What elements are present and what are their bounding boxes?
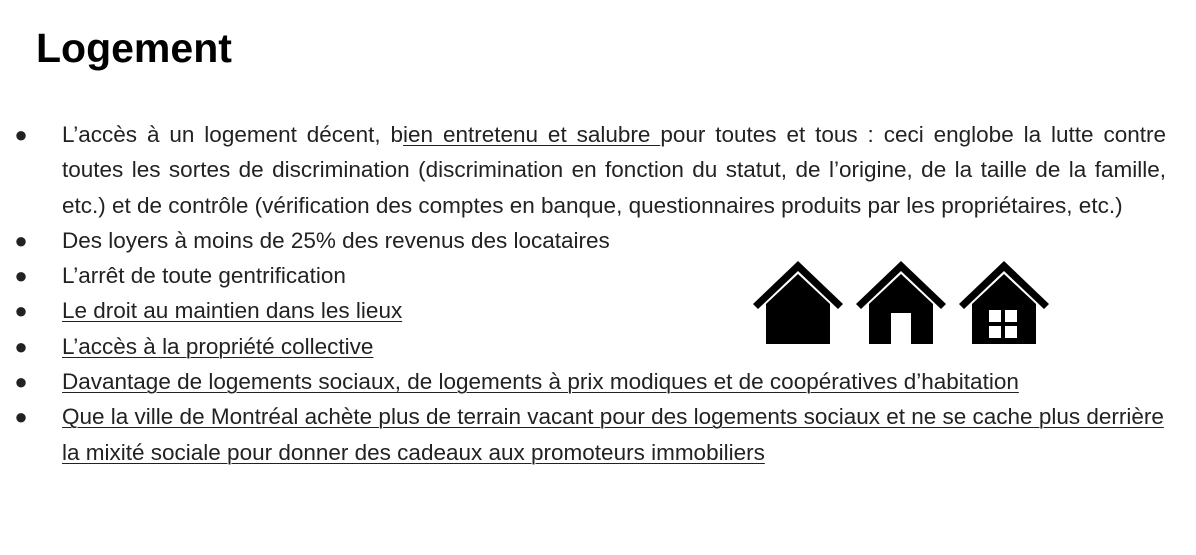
list-item-text: Des loyers à moins de 25% des revenus des locataires: [62, 227, 610, 253]
list-item: [0, 117, 1196, 223]
house-icon: [753, 261, 843, 344]
list-item-text-part: pour toutes et tous : ceci englobe la lutte contre toutes les sortes de discrimination (discrimination en fonction du statut, de l’origine, de la taille de la famille, etc.) et de contrôle (vérification des comptes en banque, questionnaires produits par les propriétaires, etc.): [62, 122, 1167, 218]
list-item-text: L’accès à la propriété collective: [62, 333, 374, 359]
house-door-icon: [856, 261, 946, 344]
bullet-icon: ●: [14, 404, 28, 430]
bullet-icon: ●: [14, 298, 28, 324]
list-item-text: Davantage de logements sociaux, de logements à prix modiques et de coopératives d’habitation: [62, 369, 1019, 395]
list-item-text: L’arrêt de toute gentrification: [62, 263, 346, 289]
list-item-text: Le droit au maintien dans les lieux: [62, 298, 403, 324]
list-item-text: Que la ville de Montréal achète plus de terrain vacant pour des logements sociaux et ne se cache plus derrière la mixité sociale pour donner des cadeaux aux promoteurs immobiliers: [62, 404, 1164, 465]
bullet-icon: ●: [14, 263, 28, 289]
house-window-icon: [959, 261, 1049, 344]
houses-illustration: [752, 258, 1052, 350]
bullet-icon: ●: [14, 227, 28, 253]
bullet-icon: ●: [14, 369, 28, 395]
list-item: [0, 399, 1196, 470]
list-item: [0, 223, 1196, 258]
bullet-icon: ●: [14, 333, 28, 359]
list-item-text-underlined: ien entretenu et salubre: [403, 122, 661, 147]
list-item-text-part: L’accès à un logement décent, b: [62, 122, 404, 147]
list-item-text: [62, 117, 1166, 223]
list-item: [0, 364, 1196, 399]
page-title: Logement: [36, 25, 232, 71]
bullet-icon: ●: [14, 122, 28, 147]
